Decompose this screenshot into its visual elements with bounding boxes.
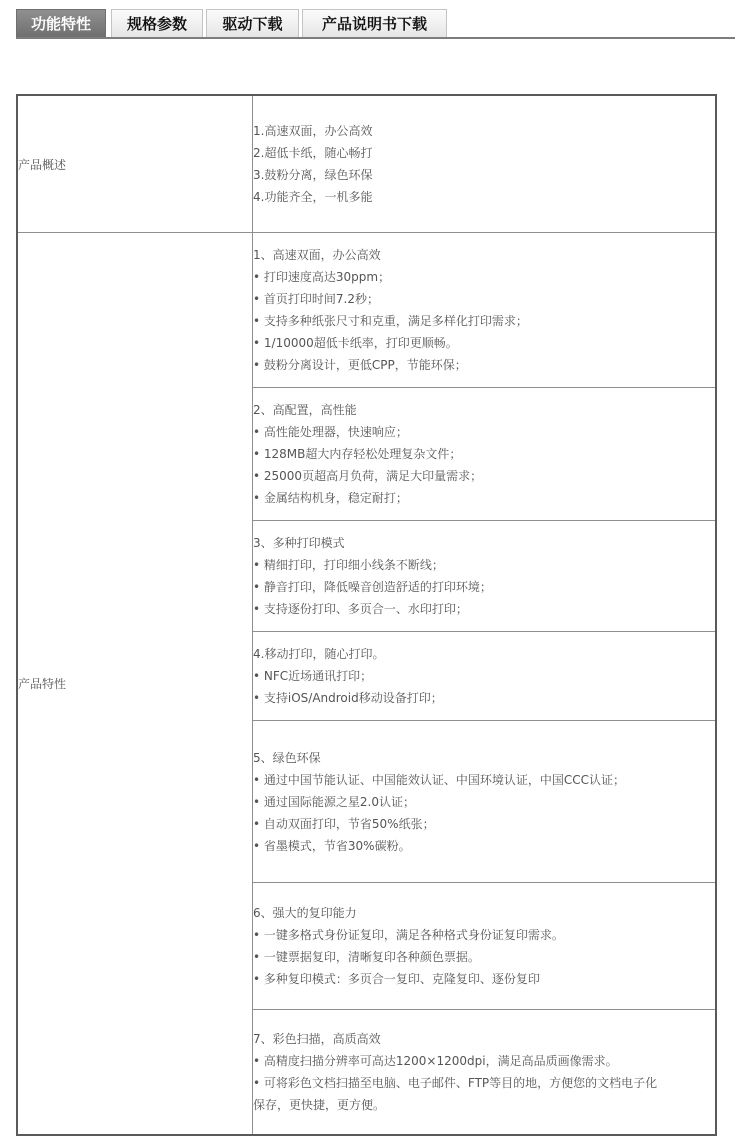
overview-row	[17, 95, 716, 233]
feature-heading: 1、高速双面，办公高效	[253, 248, 381, 262]
tab-features[interactable]: 功能特性	[16, 9, 106, 37]
feature-bullet: • 通过中国节能认证、中国能效认证、中国环境认证，中国CCC认证；	[253, 772, 626, 787]
feature-bullet: • 一键票据复印，清晰复印各种颜色票据。	[253, 950, 480, 964]
tab-bar	[16, 8, 735, 39]
feature-row	[17, 233, 716, 388]
feature-section-5	[253, 721, 717, 883]
feature-bullet: • 支持iOS/Android移动设备打印；	[253, 691, 443, 705]
feature-section-7	[253, 1010, 717, 1136]
feature-bullet: • 可将彩色文档扫描至电脑、电子邮件、FTP等目的地，方便您的文档电子化	[253, 1076, 658, 1090]
feature-section-1	[253, 233, 717, 388]
feature-section-4	[253, 632, 717, 721]
feature-bullet: • 精细打印，打印细小线条不断线；	[253, 558, 444, 572]
feature-bullet: • 一键多格式身份证复印，满足各种格式身份证复印需求。	[253, 928, 564, 942]
features-label: 产品特性	[17, 233, 253, 1136]
feature-heading: 7、彩色扫描，高质高效	[253, 1032, 381, 1046]
feature-bullet: • 自动双面打印，节省50%纸张；	[253, 816, 435, 831]
feature-bullet: • NFC近场通讯打印；	[253, 669, 373, 683]
feature-heading: 6、强大的复印能力	[253, 906, 357, 920]
overview-line: 2.超低卡纸，随心畅打	[253, 146, 373, 160]
feature-section-2	[253, 388, 717, 521]
feature-bullet: • 通过国际能源之星2.0认证；	[253, 794, 415, 809]
feature-bullet: • 高性能处理器，快速响应；	[253, 425, 408, 439]
feature-section-6	[253, 883, 717, 1010]
overview-line: 4.功能齐全，一机多能	[253, 190, 373, 204]
feature-bullet: • 128MB超大内存轻松处理复杂文件；	[253, 447, 462, 461]
feature-heading: 2、高配置，高性能	[253, 403, 357, 417]
feature-bullet: • 支持逐份打印、多页合一、水印打印；	[253, 602, 468, 616]
tab-specifications[interactable]: 规格参数	[111, 9, 203, 37]
feature-bullet: • 高精度扫描分辨率可高达1200×1200dpi，满足高品质画像需求。	[253, 1054, 618, 1068]
feature-bullet: • 25000页超高月负荷，满足大印量需求；	[253, 469, 483, 483]
feature-bullet: • 省墨模式，节省30%碳粉。	[253, 838, 411, 853]
overview-line: 3.鼓粉分离，绿色环保	[253, 168, 373, 182]
feature-heading: 4.移动打印，随心打印。	[253, 647, 385, 661]
feature-bullet: • 多种复印模式：多页合一复印、克隆复印、逐份复印	[253, 972, 540, 986]
feature-bullet: • 支持多种纸张尺寸和克重，满足多样化打印需求；	[253, 314, 528, 328]
feature-bullet-continuation: 保存，更快捷，更方便。	[253, 1098, 386, 1112]
feature-bullet: • 静音打印，降低噪音创造舒适的打印环境；	[253, 580, 492, 594]
feature-heading: 5、绿色环保	[253, 750, 321, 765]
feature-bullet: • 打印速度高达30ppm；	[253, 270, 391, 284]
feature-heading: 3、多种打印模式	[253, 536, 345, 550]
feature-section-3	[253, 521, 717, 632]
tab-manual-download[interactable]: 产品说明书下载	[302, 9, 447, 37]
feature-bullet: • 首页打印时间7.2秒；	[253, 292, 379, 306]
overview-content	[253, 95, 717, 233]
feature-bullet: • 1/10000超低卡纸率，打印更顺畅。	[253, 336, 458, 350]
product-spec-table	[16, 94, 717, 1136]
overview-label: 产品概述	[17, 95, 253, 233]
tab-driver-download[interactable]: 驱动下载	[206, 9, 299, 37]
feature-bullet: • 金属结构机身，稳定耐打；	[253, 491, 408, 505]
feature-bullet: • 鼓粉分离设计，更低CPP，节能环保；	[253, 358, 467, 372]
overview-line: 1.高速双面，办公高效	[253, 124, 373, 138]
